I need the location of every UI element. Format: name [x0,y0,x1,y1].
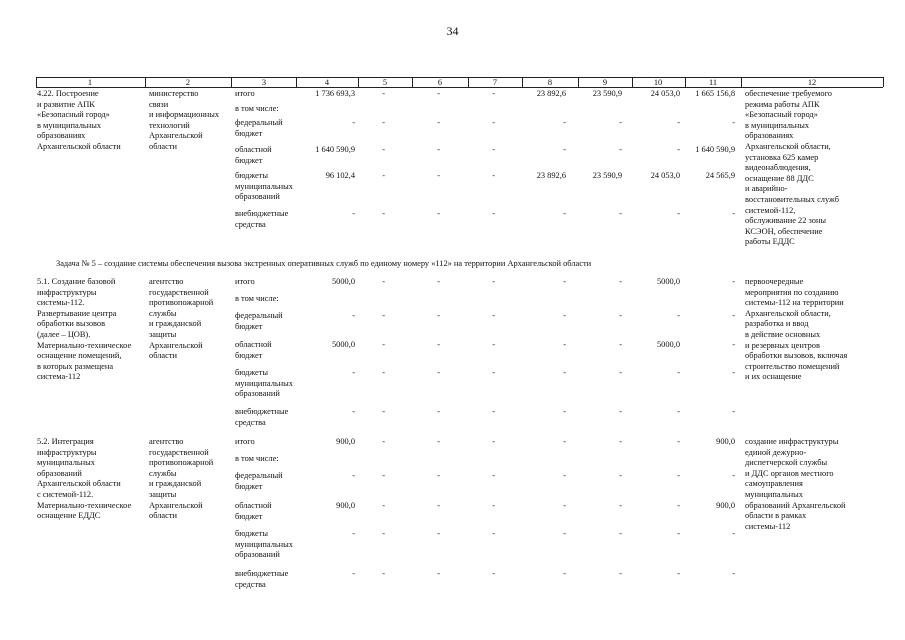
funding-value: - [382,171,385,180]
column-header-2: 2 [185,77,191,87]
funding-value: - [492,529,495,538]
measure-name: с системой-112. [37,490,94,499]
expected-result: строительство помещений [745,361,840,371]
column-header-9: 9 [602,77,608,87]
funding-value: - [437,368,440,377]
measure-name: (далее – ЦОВ). [37,330,91,339]
responsible-executor: защиты [149,330,177,339]
task-5-heading: Задача № 5 – создание системы обеспечения вызова экстренных оперативных служб по единому номеру «112» на территории Архангельской области [56,259,592,268]
column-header-5: 5 [382,77,388,87]
funding-source-label: внебюджетные [235,407,289,416]
funding-value: - [619,501,622,510]
funding-value: - [382,368,385,377]
funding-value: 23 590,9 [592,89,622,98]
funding-value: - [619,407,622,416]
funding-value: - [437,569,440,578]
expected-result: мероприятия по созданию [745,287,839,297]
responsible-executor: агентство [149,437,184,446]
funding-value: 1 736 693,3 [315,89,355,98]
expected-result: образований Архангельской [745,500,846,510]
expected-result: Архангельской области, [745,142,831,151]
funding-value: - [677,569,680,578]
funding-source-label: внебюджетные [235,569,289,578]
column-divider [468,77,469,87]
expected-result: в действие основных [745,330,821,339]
funding-value: - [352,529,355,538]
funding-value: - [732,340,735,349]
responsible-executor: связи [149,99,169,109]
responsible-executor: Архангельской [149,131,203,141]
funding-value: 24 053,0 [650,89,680,98]
expected-result: работы ЕДДС [745,237,795,247]
funding-value: - [492,118,495,127]
funding-value: 5000,0 [331,277,355,286]
funding-value: 24 565,9 [705,171,735,180]
funding-source-label: бюджет [235,481,263,491]
funding-value: 23 892,6 [536,89,566,98]
column-divider [36,77,37,87]
expected-result: КСЭОН, обеспечение [745,226,823,236]
funding-source-label: итого [235,277,255,286]
measure-name: инфраструктуры [37,447,97,457]
funding-value: - [677,407,680,416]
funding-value: - [677,145,680,154]
responsible-executor: министерство [149,89,199,98]
funding-value: 900,0 [716,501,735,510]
expected-result: обслуживание 22 зоны [745,216,827,226]
funding-value: - [382,89,385,98]
measure-name: обработки вызовов [37,319,106,329]
funding-value: - [563,118,566,127]
funding-value: - [563,340,566,349]
funding-value: 1 640 590,9 [315,145,355,154]
funding-value: - [492,277,495,286]
funding-value: - [563,529,566,538]
expected-result: видеонаблюдения, [745,163,811,173]
responsible-executor: и гражданской [149,319,202,329]
funding-source-label: бюджет [235,511,263,521]
funding-value: - [619,340,622,349]
column-header-4: 4 [324,77,330,87]
funding-value: - [382,311,385,320]
funding-source-label: итого [235,437,255,446]
funding-source-label: в том числе: [235,294,279,303]
funding-value: - [382,118,385,127]
funding-value: - [382,501,385,510]
funding-value: - [437,437,440,446]
expected-result: первоочередные [745,277,804,286]
funding-value: - [563,407,566,416]
funding-value: - [492,89,495,98]
column-header-12: 12 [807,77,817,87]
funding-value: - [732,209,735,218]
column-divider [296,77,297,87]
page-number: 34 [446,24,459,38]
funding-value: - [563,209,566,218]
funding-source-label: в том числе: [235,104,279,113]
funding-value: - [352,311,355,320]
funding-value: - [437,340,440,349]
column-divider [358,77,359,87]
funding-value: - [563,471,566,480]
expected-result: разработка и ввод [745,319,809,329]
measure-name: Архангельской области [37,479,121,489]
funding-value: 5000,0 [656,340,680,349]
funding-value: - [492,311,495,320]
responsible-executor: противопожарной [149,298,214,308]
expected-result: муниципальных [745,490,803,499]
expected-result: самоуправления [745,479,803,489]
column-header-3: 3 [261,77,267,87]
funding-source-label: бюджеты [235,171,269,180]
measure-name: в муниципальных [37,120,102,130]
expected-result: и резервных центров [745,340,820,350]
funding-value: - [437,529,440,538]
funding-source-label: федеральный [235,118,283,127]
funding-value: - [382,340,385,349]
responsible-executor: области [149,142,177,151]
expected-result: и ДДС органов местного [745,468,834,478]
column-header-1: 1 [87,77,93,87]
measure-name: Развертывание центра [37,308,117,318]
funding-value: - [563,145,566,154]
column-divider [632,77,633,87]
funding-value: - [732,118,735,127]
expected-result: установка 625 камер [745,152,819,162]
funding-value: - [732,529,735,538]
funding-source-label: итого [235,89,255,98]
funding-value: 5000,0 [656,277,680,286]
funding-source-label: образований [235,192,280,202]
responsible-executor: технологий [149,120,190,130]
responsible-executor: Архангельской [149,340,203,350]
funding-value: - [437,311,440,320]
funding-value: - [382,471,385,480]
responsible-executor: Архангельской [149,500,203,510]
expected-result: и аварийно- [745,184,788,194]
expected-result: образованиях [745,131,794,141]
expected-result: системой-112, [745,205,796,215]
funding-value: - [352,368,355,377]
expected-result: восстановительных служб [745,195,839,204]
funding-value: - [677,118,680,127]
column-divider [578,77,579,87]
measure-name: и развитие АПК [37,99,95,109]
funding-value: - [492,340,495,349]
measure-name: оснащение ЕДДС [37,511,101,521]
measure-name: система-112 [37,372,81,382]
funding-value: 900,0 [716,437,735,446]
funding-source-label: федеральный [235,311,283,320]
funding-source-label: бюджет [235,350,263,360]
funding-source-label: бюджеты [235,529,269,538]
expected-result: области в рамках [745,511,807,521]
funding-value: - [732,407,735,416]
funding-value: - [492,569,495,578]
funding-value: - [619,311,622,320]
column-header-11: 11 [708,77,718,87]
measure-name: 5.2. Интеграция [37,437,94,446]
funding-value: - [619,118,622,127]
column-header-8: 8 [547,77,553,87]
funding-value: - [619,277,622,286]
funding-value: 23 892,6 [536,171,566,180]
expected-result: диспетчерской службы [745,458,828,468]
measure-name: образованиях [37,131,86,141]
responsible-executor: области [149,511,177,521]
funding-value: - [732,569,735,578]
responsible-executor: агентство [149,277,184,286]
funding-value: - [677,529,680,538]
funding-value: 900,0 [336,501,355,510]
funding-value: - [352,407,355,416]
funding-source-label: бюджет [235,321,263,331]
funding-value: - [563,569,566,578]
measure-name: системы-112. [37,298,85,308]
responsible-executor: государственной [149,287,209,297]
funding-value: - [382,277,385,286]
expected-result: обеспечение требуемого [745,89,832,98]
funding-value: - [677,368,680,377]
expected-result: обработки вызовов, включая [745,351,848,361]
funding-value: - [382,209,385,218]
responsible-executor: защиты [149,490,177,499]
measure-name: Архангельской области [37,142,121,151]
funding-value: - [619,209,622,218]
column-divider [231,77,232,87]
funding-value: - [732,368,735,377]
funding-value: - [437,89,440,98]
funding-source-label: образований [235,389,280,399]
funding-value: - [382,529,385,538]
funding-value: - [492,471,495,480]
measure-name: Материально-техническое [37,500,132,510]
funding-value: 900,0 [336,437,355,446]
funding-value: - [619,471,622,480]
column-divider [883,77,884,87]
funding-source-label: муниципальных [235,539,293,549]
expected-result: режима работы АПК [745,99,820,109]
expected-result: создание инфраструктуры [745,437,839,446]
expected-result: оснащение 88 ДДС [745,173,814,183]
funding-source-label: областной [235,340,272,349]
funding-source-label: бюджет [235,155,263,165]
funding-source-label: образований [235,550,280,560]
funding-value: - [619,145,622,154]
funding-value: - [619,368,622,377]
funding-source-label: средства [235,579,266,589]
measure-name: в которых размещена [37,361,114,371]
funding-value: 1 640 590,9 [695,145,735,154]
funding-value: - [352,569,355,578]
column-divider [741,77,742,87]
funding-source-label: областной [235,501,272,510]
funding-value: - [563,501,566,510]
responsible-executor: службы [149,468,177,478]
funding-source-label: бюджеты [235,368,269,377]
funding-value: - [732,311,735,320]
funding-value: - [619,529,622,538]
measure-name: инфраструктуры [37,287,97,297]
funding-value: - [382,437,385,446]
funding-value: - [492,209,495,218]
funding-value: - [492,145,495,154]
expected-result: Архангельской области, [745,308,831,318]
funding-source-label: средства [235,417,266,427]
funding-source-label: в том числе: [235,454,279,463]
funding-value: - [563,368,566,377]
expected-result: и их оснащение [745,372,802,382]
funding-value: - [437,209,440,218]
column-header-10: 10 [653,77,663,87]
funding-source-label: областной [235,145,272,154]
funding-value: - [382,569,385,578]
measure-name: 4.22. Построение [37,89,99,98]
measure-name: «Безопасный город» [37,110,110,120]
funding-source-label: внебюджетные [235,209,289,218]
funding-value: - [563,277,566,286]
column-divider [685,77,686,87]
funding-value: - [563,311,566,320]
funding-value: - [437,118,440,127]
funding-value: - [619,569,622,578]
expected-result: системы-112 [745,521,791,531]
funding-source-label: бюджет [235,128,263,138]
funding-value: - [563,437,566,446]
funding-value: 96 102,4 [325,171,355,180]
responsible-executor: государственной [149,447,209,457]
column-divider [145,77,146,87]
funding-value: 23 590,9 [592,171,622,180]
funding-value: - [677,209,680,218]
funding-value: - [437,171,440,180]
column-header-7: 7 [492,77,498,87]
responsible-executor: и гражданской [149,479,202,489]
funding-value: - [382,145,385,154]
funding-value: 5000,0 [331,340,355,349]
column-divider [522,77,523,87]
funding-source-label: муниципальных [235,378,293,388]
funding-value: - [352,471,355,480]
funding-value: - [677,501,680,510]
funding-source-label: муниципальных [235,181,293,191]
funding-value: - [437,277,440,286]
column-divider [412,77,413,87]
responsible-executor: области [149,351,177,361]
funding-value: - [732,277,735,286]
funding-value: 1 665 156,8 [695,89,735,98]
funding-value: - [437,471,440,480]
funding-value: - [677,471,680,480]
funding-value: - [352,209,355,218]
funding-value: - [492,501,495,510]
funding-value: - [437,145,440,154]
measure-name: 5.1. Создание базовой [37,277,116,286]
responsible-executor: противопожарной [149,458,214,468]
funding-value: 24 053,0 [650,171,680,180]
measure-name: образований [37,468,82,478]
funding-value: - [437,501,440,510]
measure-name: Материально-техническое [37,340,132,350]
expected-result: единой дежурно- [745,447,807,457]
funding-value: - [492,368,495,377]
funding-value: - [492,437,495,446]
funding-value: - [352,118,355,127]
column-header-6: 6 [437,77,443,87]
funding-source-label: федеральный [235,471,283,480]
expected-result: «Безопасный город» [745,110,818,120]
funding-value: - [677,311,680,320]
measure-name: оснащение помещений, [37,351,122,361]
funding-value: - [437,407,440,416]
funding-value: - [619,437,622,446]
responsible-executor: и информационных [149,110,220,120]
funding-value: - [732,471,735,480]
expected-result: в муниципальных [745,120,810,130]
funding-value: - [382,407,385,416]
measure-name: муниципальных [37,458,95,468]
funding-value: - [492,171,495,180]
funding-value: - [492,407,495,416]
responsible-executor: службы [149,308,177,318]
funding-source-label: средства [235,219,266,229]
expected-result: системы-112 на территории [745,298,844,308]
funding-value: - [677,437,680,446]
